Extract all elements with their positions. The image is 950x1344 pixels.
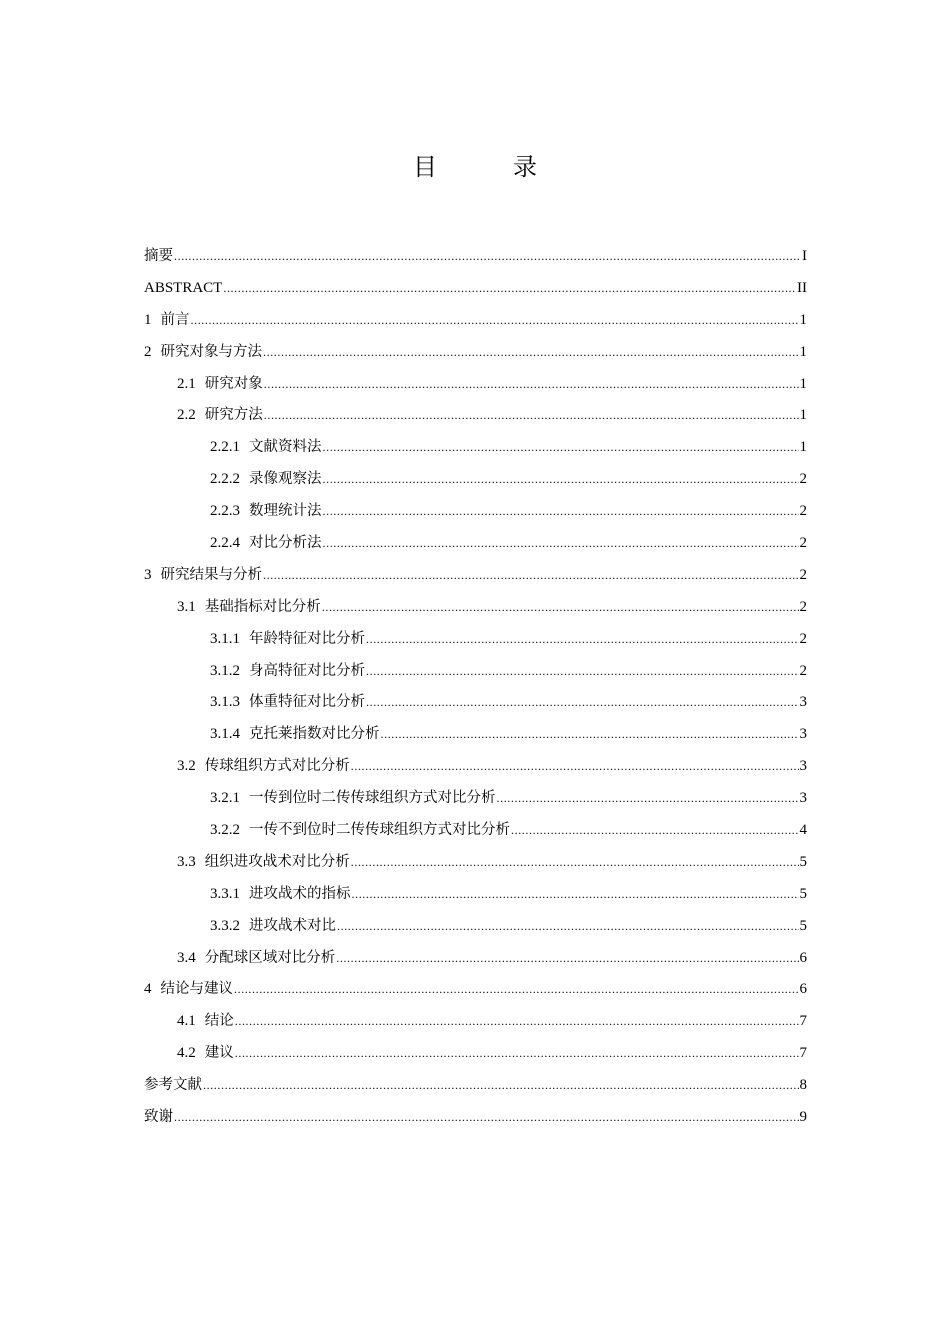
toc-entry-title: 文献资料法: [249, 439, 322, 456]
toc-entry-number: 2.2.4: [210, 535, 240, 552]
toc-entry-page-number: 6: [799, 949, 807, 966]
toc-entry[interactable]: [144, 370, 807, 402]
toc-dot-leader: [497, 784, 799, 812]
toc-entry[interactable]: [144, 720, 807, 752]
toc-entry-number: 3.4: [177, 949, 196, 966]
toc-dot-leader: [351, 848, 799, 876]
toc-entry-title: 研究对象: [204, 375, 263, 392]
toc-entry-number: 1: [144, 311, 152, 328]
toc-entry-title: 数理统计法: [249, 503, 322, 520]
toc-entry-title: 基础指标对比分析: [204, 598, 321, 615]
toc-entry-title: 参考文献: [144, 1077, 202, 1094]
toc-entry-title: 一传到位时二传传球组织方式对比分析: [249, 790, 496, 807]
toc-entry-number: 3.3: [177, 853, 196, 870]
toc-entry-title: 致谢: [144, 1109, 173, 1126]
toc-entry-number: 4.1: [177, 1013, 196, 1030]
toc-entry-number: 3.2.2: [210, 822, 240, 839]
toc-entry-number: 2: [144, 343, 152, 360]
toc-entry[interactable]: [144, 880, 807, 912]
toc-entry-number: 2.2.3: [210, 503, 240, 520]
toc-entry-page-number: 1: [799, 439, 807, 456]
toc-entry-title: 年龄特征对比分析: [249, 630, 365, 647]
toc-entry[interactable]: [144, 688, 807, 720]
toc-entry-number: 2.2: [177, 407, 196, 424]
toc-entry-page-number: 2: [799, 566, 807, 583]
toc-entry-title: 研究对象与方法: [160, 343, 262, 360]
toc-entry[interactable]: [144, 848, 807, 880]
table-of-contents: [144, 242, 807, 1135]
toc-entry[interactable]: [144, 242, 807, 274]
toc-entry[interactable]: [144, 529, 807, 561]
toc-dot-leader: [235, 1007, 799, 1035]
toc-entry-number: 3.3.1: [210, 885, 240, 902]
toc-entry-page-number: 3: [799, 694, 807, 711]
toc-entry[interactable]: [144, 465, 807, 497]
toc-entry[interactable]: [144, 306, 807, 338]
toc-entry-title: 研究方法: [204, 407, 263, 424]
toc-dot-leader: [235, 1039, 799, 1067]
toc-entry-page-number: 1: [799, 407, 807, 424]
toc-entry-page-number: 2: [799, 630, 807, 647]
toc-entry[interactable]: [144, 1103, 807, 1135]
toc-entry[interactable]: [144, 274, 807, 306]
toc-entry-page-number: 3: [799, 758, 807, 775]
toc-entry-page-number: 2: [799, 471, 807, 488]
toc-dot-leader: [336, 944, 798, 972]
toc-entry-number: 2.2.2: [210, 471, 240, 488]
toc-entry-title: 录像观察法: [249, 471, 322, 488]
toc-entry[interactable]: [144, 433, 807, 465]
toc-entry-title: 结论: [204, 1013, 234, 1030]
toc-entry-title: 进攻战术的指标: [249, 885, 351, 902]
toc-entry-page-number: 5: [799, 853, 807, 870]
toc-entry-title: 研究结果与分析: [160, 566, 262, 583]
toc-dot-leader: [366, 688, 799, 716]
toc-entry-title: 身高特征对比分析: [249, 662, 365, 679]
toc-entry-page-number: 2: [799, 662, 807, 679]
toc-entry-page-number: II: [797, 279, 807, 296]
toc-entry-page-number: 6: [799, 981, 807, 998]
toc-entry-page-number: 2: [799, 503, 807, 520]
toc-entry-number: 2.2.1: [210, 439, 240, 456]
toc-dot-leader: [323, 465, 799, 493]
toc-entry-title: ABSTRACT: [144, 279, 223, 296]
toc-entry-title: 分配球区域对比分析: [204, 949, 336, 966]
toc-dot-leader: [234, 975, 799, 1003]
toc-entry-page-number: I: [802, 248, 807, 264]
toc-entry-page-number: 1: [799, 343, 807, 360]
toc-entry[interactable]: [144, 1007, 807, 1039]
toc-entry-number: 3.3.2: [210, 917, 240, 934]
toc-entry-page-number: 5: [799, 885, 807, 902]
toc-entry-number: 4: [144, 981, 152, 998]
toc-dot-leader: [323, 497, 799, 525]
toc-entry-number: 3.1.3: [210, 694, 240, 711]
toc-entry-number: 3.1.1: [210, 630, 240, 647]
toc-dot-leader: [263, 338, 799, 366]
toc-entry[interactable]: [144, 944, 807, 976]
toc-dot-leader: [174, 242, 801, 270]
toc-dot-leader: [381, 720, 799, 748]
toc-entry-number: 3: [144, 566, 152, 583]
toc-entry-title: 克托莱指数对比分析: [249, 726, 380, 743]
toc-entry[interactable]: [144, 1071, 807, 1103]
toc-entry-page-number: 2: [799, 535, 807, 552]
page-title: 目 录: [413, 153, 563, 181]
toc-entry-title: 体重特征对比分析: [249, 694, 365, 711]
toc-dot-leader: [203, 1071, 799, 1099]
toc-dot-leader: [174, 1103, 799, 1131]
toc-entry-title: 传球组织方式对比分析: [204, 758, 350, 775]
toc-entry[interactable]: [144, 975, 807, 1007]
toc-entry-title: 前言: [160, 311, 190, 328]
toc-entry-title: 组织进攻战术对比分析: [204, 853, 350, 870]
toc-entry[interactable]: [144, 593, 807, 625]
toc-dot-leader: [223, 274, 796, 302]
toc-entry-number: 3.2: [177, 758, 196, 775]
toc-dot-leader: [352, 880, 799, 908]
toc-entry-page-number: 1: [799, 375, 807, 392]
toc-dot-leader: [191, 306, 799, 334]
toc-entry-page-number: 1: [799, 311, 807, 328]
toc-entry-page-number: 9: [799, 1109, 807, 1126]
toc-entry-page-number: 7: [799, 1013, 807, 1030]
toc-entry-title: 进攻战术对比: [249, 917, 336, 934]
toc-entry-number: 3.2.1: [210, 790, 240, 807]
toc-entry[interactable]: [144, 1039, 807, 1071]
toc-dot-leader: [264, 370, 799, 398]
toc-dot-leader: [263, 561, 799, 589]
toc-entry[interactable]: [144, 625, 807, 657]
toc-entry-title: 一传不到位时二传传球组织方式对比分析: [249, 822, 510, 839]
toc-entry[interactable]: [144, 752, 807, 784]
toc-entry[interactable]: [144, 784, 807, 816]
toc-entry[interactable]: [144, 816, 807, 848]
toc-dot-leader: [323, 529, 799, 557]
toc-entry-page-number: 4: [799, 822, 807, 839]
toc-dot-leader: [322, 593, 799, 621]
toc-entry-title: 建议: [204, 1045, 234, 1062]
toc-entry-number: 3.1.2: [210, 662, 240, 679]
toc-entry[interactable]: [144, 338, 807, 370]
toc-dot-leader: [351, 752, 799, 780]
toc-entry-title: 结论与建议: [160, 981, 233, 998]
toc-entry-title: 对比分析法: [249, 535, 322, 552]
toc-dot-leader: [366, 657, 799, 685]
toc-dot-leader: [511, 816, 799, 844]
toc-entry-page-number: 5: [799, 917, 807, 934]
toc-entry-page-number: 3: [799, 726, 807, 743]
toc-entry-number: 4.2: [177, 1045, 196, 1062]
toc-entry[interactable]: [144, 401, 807, 433]
toc-entry[interactable]: [144, 912, 807, 944]
toc-dot-leader: [323, 433, 799, 461]
toc-entry-number: 3.1: [177, 598, 196, 615]
toc-entry[interactable]: [144, 497, 807, 529]
toc-entry-page-number: 7: [799, 1045, 807, 1062]
toc-entry-title: 摘要: [144, 248, 173, 264]
toc-entry-page-number: 3: [799, 790, 807, 807]
toc-dot-leader: [264, 401, 799, 429]
toc-entry[interactable]: [144, 657, 807, 689]
toc-entry[interactable]: [144, 561, 807, 593]
toc-dot-leader: [337, 912, 799, 940]
toc-dot-leader: [366, 625, 799, 653]
toc-entry-page-number: 2: [799, 598, 807, 615]
toc-entry-number: 2.1: [177, 375, 196, 392]
toc-entry-page-number: 8: [799, 1077, 807, 1094]
toc-entry-number: 3.1.4: [210, 726, 240, 743]
